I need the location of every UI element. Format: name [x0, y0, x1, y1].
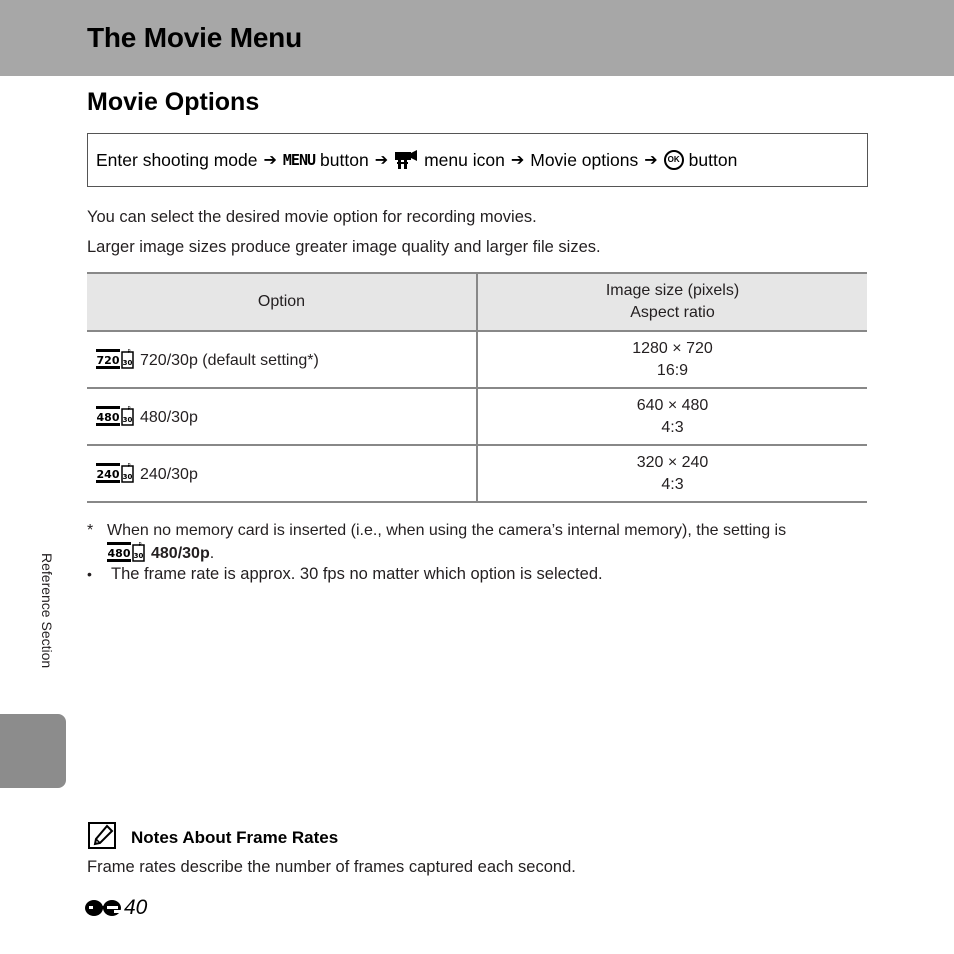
footnote-marker: *	[87, 522, 94, 539]
option-cell	[87, 388, 477, 445]
ok-button-icon: OK	[664, 150, 684, 170]
table-row	[87, 445, 867, 502]
nav-step-shooting-mode: Enter shooting mode	[96, 149, 258, 170]
option-cell	[87, 445, 477, 502]
note-title: Notes About Frame Rates	[131, 828, 339, 847]
option-label: 720/30p (default setting*)	[140, 352, 319, 369]
option-label: 240/30p	[140, 466, 198, 483]
footnote-period: .	[209, 545, 215, 562]
bullet-text: The frame rate is approx. 30 fps no matter which option is selected.	[111, 565, 603, 583]
image-size-value: 640 × 480	[636, 396, 709, 414]
navigation-path-box	[87, 133, 868, 187]
aspect-ratio-value: 16:9	[656, 361, 689, 379]
svg-text:30: 30	[122, 473, 133, 481]
svg-text:30: 30	[122, 416, 133, 424]
page-number-value: 40	[124, 896, 148, 919]
movie-size-480-icon	[96, 406, 134, 426]
arrow-right-icon: ➔	[644, 152, 658, 169]
page-title: The Movie Menu	[87, 22, 302, 53]
footnote-setting-line	[107, 542, 214, 565]
bullet-symbol: •	[87, 566, 92, 582]
nav-step-ok-button: button	[688, 149, 738, 170]
movie-size-480-icon	[107, 542, 145, 562]
size-cell	[477, 331, 867, 388]
option-label: 480/30p	[140, 409, 198, 426]
header-image-size-label: Image size (pixels)	[605, 282, 740, 299]
table-row	[87, 331, 867, 388]
column-header-option: Option	[87, 273, 477, 331]
table-row	[87, 388, 867, 445]
size-cell	[477, 388, 867, 445]
arrow-right-icon: ➔	[510, 152, 525, 169]
movie-options-table	[87, 272, 867, 503]
intro-paragraph-2: Larger image sizes produce greater image quality and larger file sizes.	[87, 238, 601, 256]
nav-step-menu-icon: menu icon	[424, 149, 505, 170]
aspect-ratio-value: 4:3	[661, 475, 684, 493]
bullet-item	[87, 565, 603, 584]
note-text: Frame rates describe the number of frames captured each second.	[87, 858, 576, 876]
nav-step-button: button	[320, 149, 369, 170]
size-cell	[477, 445, 867, 502]
movie-size-240-icon	[96, 463, 134, 483]
table-header-row	[87, 273, 867, 331]
svg-text:P: P	[138, 542, 142, 548]
footnote-setting: 480/30p	[151, 545, 210, 562]
sidebar-label-text: Reference Section	[39, 553, 55, 669]
section-title: Movie Options	[87, 88, 260, 116]
pencil-note-icon	[88, 822, 116, 849]
svg-text:P: P	[127, 406, 131, 412]
arrow-right-icon: ➔	[374, 152, 389, 169]
svg-text:P: P	[127, 349, 131, 355]
svg-text:30: 30	[122, 359, 133, 367]
option-cell	[87, 331, 477, 388]
arrow-right-icon: ➔	[263, 152, 277, 169]
column-header-image-size	[477, 273, 867, 331]
movie-size-icon-label: 240	[96, 468, 120, 481]
menu-button-icon: MENU	[282, 151, 316, 169]
footnote-text: When no memory card is inserted (i.e., when using the camera’s internal memory), the setting is	[107, 522, 787, 539]
movie-size-icon-label: 480	[107, 547, 131, 560]
image-size-value: 1280 × 720	[632, 339, 713, 357]
section-tab	[0, 714, 66, 788]
movie-size-icon-label: 720	[96, 354, 120, 367]
page-number	[84, 895, 147, 921]
movie-camera-icon	[394, 150, 418, 170]
header-aspect-ratio-label: Aspect ratio	[630, 304, 715, 321]
aspect-ratio-value: 4:3	[661, 418, 684, 436]
nav-step-movie-options: Movie options	[530, 149, 639, 170]
intro-paragraph-1: You can select the desired movie option for recording movies.	[87, 208, 537, 226]
svg-text:P: P	[127, 463, 131, 469]
section-e-icon	[84, 898, 122, 918]
movie-size-icon-label: 480	[96, 411, 120, 424]
svg-text:30: 30	[133, 552, 144, 560]
movie-size-720-icon	[96, 349, 134, 369]
image-size-value: 320 × 240	[636, 453, 709, 471]
sidebar-section-label	[37, 553, 57, 703]
